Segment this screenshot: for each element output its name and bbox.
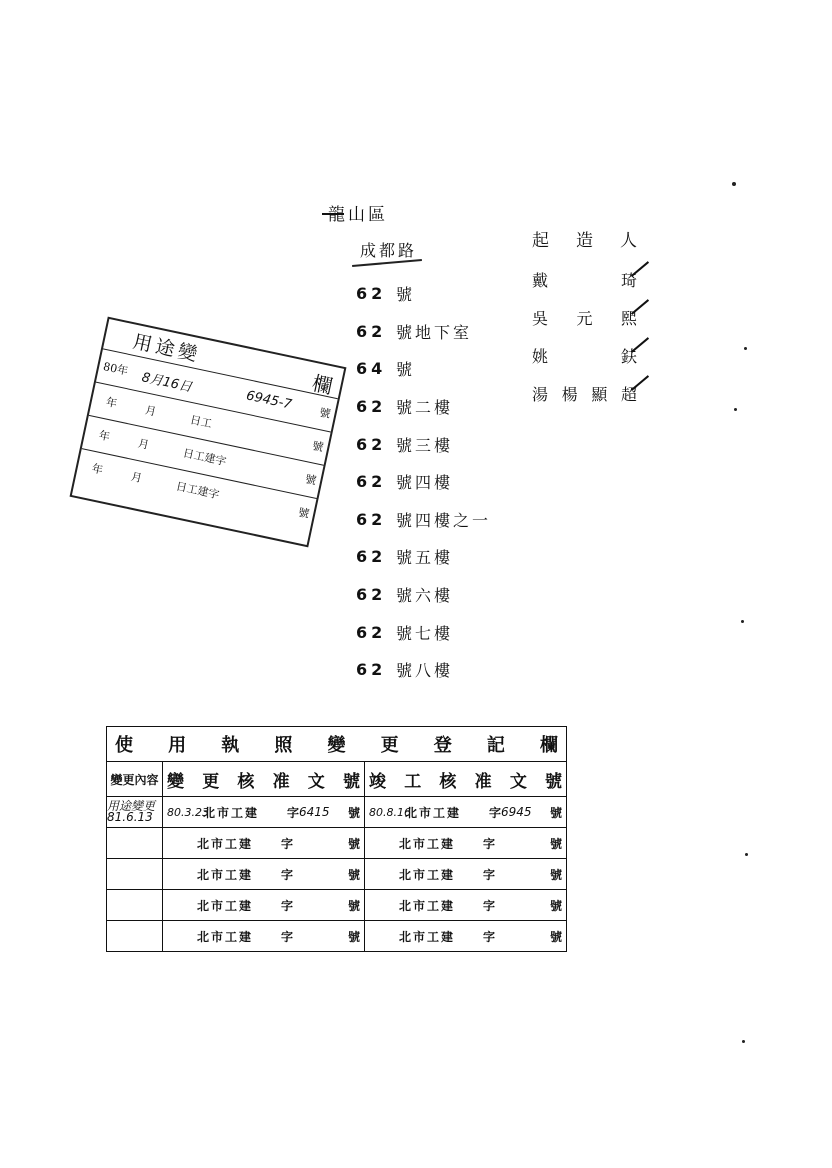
city-word: 北市工建 (197, 898, 254, 913)
city-word: 北市工建 (399, 867, 456, 882)
address-suffix: 號五樓 (396, 548, 454, 568)
address-suffix: 號七樓 (396, 623, 454, 643)
stamp-month: 月 (129, 470, 144, 486)
column-header-char: 核 (439, 771, 457, 792)
road-name: 成都路 (360, 241, 418, 260)
stamp-hao: 號 (311, 439, 325, 455)
scan-speck (744, 347, 747, 350)
table-title-char: 用 (168, 735, 187, 756)
builder-char: 吳 (532, 308, 549, 328)
builder-char: 超 (620, 384, 637, 404)
stamp-year: 80年 (102, 359, 130, 378)
table-title (107, 727, 567, 762)
zi-char: 字 (483, 929, 496, 944)
builder-name (532, 260, 637, 298)
stamp-month: 月 (136, 436, 151, 452)
builder-char: 造 (576, 231, 593, 251)
address-number: 62 (356, 434, 387, 454)
city-word: 北市工建 (197, 836, 254, 851)
table-row (107, 797, 567, 828)
table-title-char: 更 (380, 735, 399, 756)
table-row (107, 890, 567, 921)
scan-speck (732, 182, 736, 186)
district: 龍山區 (328, 205, 388, 225)
column-header-char: 號 (342, 771, 360, 792)
builder-heading (532, 226, 637, 251)
builder-char: 顯 (591, 384, 608, 404)
table-title-char: 執 (221, 735, 240, 756)
column-header-char: 准 (272, 771, 290, 792)
builder-char: 起 (532, 231, 549, 251)
completion-approval-cell (365, 890, 567, 921)
table-title-text (107, 731, 566, 757)
hao-char: 號 (550, 929, 563, 944)
address-number: 62 (356, 660, 387, 680)
address-row (356, 425, 526, 463)
change-approval-cell (163, 921, 365, 952)
change-approval-cell (163, 890, 365, 921)
address-number: 62 (356, 284, 387, 304)
address-suffix: 號三樓 (396, 435, 454, 455)
column-header-char: 文 (509, 771, 527, 792)
city-word: 北市工建 (399, 898, 456, 913)
completion-approval-cell (365, 828, 567, 859)
stamp-day: 日工 (188, 413, 214, 431)
stamp-year: 年 (97, 428, 112, 444)
builder-list (532, 260, 637, 412)
address-row (356, 388, 526, 426)
change-content-cell (107, 859, 163, 890)
address-row (356, 463, 526, 501)
address-number: 62 (356, 547, 387, 567)
table-row (107, 921, 567, 952)
handwritten-date: 80.3.23 (167, 805, 209, 819)
stamp-hao: 號 (296, 505, 311, 521)
column-header-char: 工 (404, 771, 422, 792)
city-word: 北市工建 (197, 867, 254, 882)
builder-char: 鈇 (620, 346, 637, 366)
zi-char: 字 (281, 867, 294, 882)
change-approval-cell (163, 828, 365, 859)
handwritten-number: 6945 (501, 805, 532, 819)
stamp-hao: 號 (318, 405, 332, 421)
usage-change-stamp (70, 317, 347, 548)
column-header-char: 更 (202, 771, 220, 792)
handwritten-number: 6415 (299, 805, 330, 819)
address-row (356, 501, 526, 539)
stamp-day: 日工建字 (174, 479, 221, 502)
zi-char: 字 (483, 836, 496, 851)
city-word: 北市工建 (399, 929, 456, 944)
hao-char: 號 (347, 898, 360, 913)
completion-approval-cell (365, 921, 567, 952)
stamp-hand-number: 6945-7 (244, 388, 293, 413)
zi-char: 字 (489, 805, 502, 820)
address-row (356, 538, 526, 576)
stamp-year: 年 (104, 395, 119, 411)
column-header-content: 變更內容 (107, 762, 163, 797)
table-title-char: 照 (274, 735, 293, 756)
table-title-char: 變 (327, 735, 346, 756)
hao-char: 號 (550, 898, 563, 913)
builder-name (532, 298, 637, 336)
change-content-cell (107, 890, 163, 921)
stamp-hao: 號 (304, 472, 318, 488)
address-suffix: 號四樓 (396, 473, 454, 493)
address-suffix: 號六樓 (396, 586, 454, 606)
address-number: 62 (356, 509, 387, 529)
builder-char: 楊 (561, 384, 578, 404)
address-number: 62 (356, 472, 387, 492)
change-content-cell (107, 828, 163, 859)
builder-name (532, 336, 637, 374)
address-row (356, 313, 526, 351)
table-row (107, 828, 567, 859)
stamp-title: 用途變 (130, 330, 203, 367)
change-registration-table (106, 726, 567, 952)
stamp-month: 月 (143, 403, 158, 419)
address-number: 62 (356, 622, 387, 642)
column-header-char: 號 (545, 771, 563, 792)
table-title-char: 使 (115, 735, 133, 756)
hao-char: 號 (347, 836, 360, 851)
address-number: 62 (356, 397, 387, 417)
hao-char: 號 (347, 929, 360, 944)
hao-char: 號 (550, 836, 563, 851)
address-row (356, 576, 526, 614)
builder-char: 琦 (620, 270, 637, 290)
zi-char: 字 (281, 929, 294, 944)
column-header-complete (365, 762, 567, 797)
hao-char: 號 (347, 867, 360, 882)
city-word: 北市工建 (399, 836, 456, 851)
change-approval-cell (163, 797, 365, 828)
column-header-char: 變 (167, 771, 184, 792)
city-word: 北市工建 (203, 805, 260, 820)
address-row (356, 275, 526, 313)
column-header-char: 竣 (369, 771, 386, 792)
change-approval-cell (163, 859, 365, 890)
hao-char: 號 (550, 867, 563, 882)
address-row (356, 651, 526, 689)
city-word: 北市工建 (197, 929, 254, 944)
address-row (356, 350, 526, 388)
stamp-day: 日工建字 (181, 446, 228, 469)
column-header-char: 准 (474, 771, 492, 792)
handwritten-date: 80.8.16 (369, 805, 411, 819)
builder-char: 姚 (532, 346, 549, 366)
scan-speck (734, 408, 737, 411)
change-content-cell: 用途變更 81.6.13 (107, 797, 163, 828)
stamp-year: 年 (90, 461, 105, 477)
address-suffix: 號地下室 (396, 322, 473, 342)
address-suffix: 號二樓 (396, 398, 454, 418)
zi-char: 字 (483, 898, 496, 913)
column-header-complete-text (365, 767, 566, 792)
scan-speck (741, 620, 744, 623)
hao-char: 號 (550, 805, 563, 820)
zi-char: 字 (483, 867, 496, 882)
change-content-cell (107, 921, 163, 952)
builder-char: 熙 (620, 308, 637, 328)
table-title-char: 欄 (540, 735, 558, 756)
builder-char: 元 (576, 308, 593, 328)
completion-approval-cell (365, 859, 567, 890)
zi-char: 字 (281, 836, 294, 851)
address-row (356, 613, 526, 651)
city-word: 北市工建 (405, 805, 462, 820)
address-suffix: 號 (396, 360, 416, 380)
hao-char: 號 (347, 805, 360, 820)
column-header-change-text (163, 767, 364, 792)
address-suffix: 號四樓之一 (396, 510, 492, 530)
table-title-char: 登 (433, 735, 452, 756)
address-suffix: 號 (396, 285, 416, 305)
address-number: 62 (356, 585, 387, 605)
zi-char: 字 (281, 898, 294, 913)
scan-speck (742, 1040, 745, 1043)
builder-char: 戴 (532, 270, 549, 290)
address-number: 64 (356, 359, 387, 379)
stamp-title-end: 欄 (310, 370, 335, 399)
table-row (107, 859, 567, 890)
completion-approval-cell (365, 797, 567, 828)
zi-char: 字 (287, 805, 300, 820)
builder-char: 人 (620, 231, 637, 251)
stamp-hand-date: 8月16日 (140, 370, 194, 396)
scan-speck (745, 853, 748, 856)
column-header-change (163, 762, 365, 797)
builder-char: 湯 (532, 384, 549, 404)
table-title-char: 記 (486, 735, 505, 756)
address-number: 62 (356, 321, 387, 341)
builder-name (532, 374, 637, 412)
address-list (356, 275, 526, 689)
column-header-char: 文 (307, 771, 325, 792)
column-header-char: 核 (237, 771, 255, 792)
address-suffix: 號八樓 (396, 661, 454, 681)
